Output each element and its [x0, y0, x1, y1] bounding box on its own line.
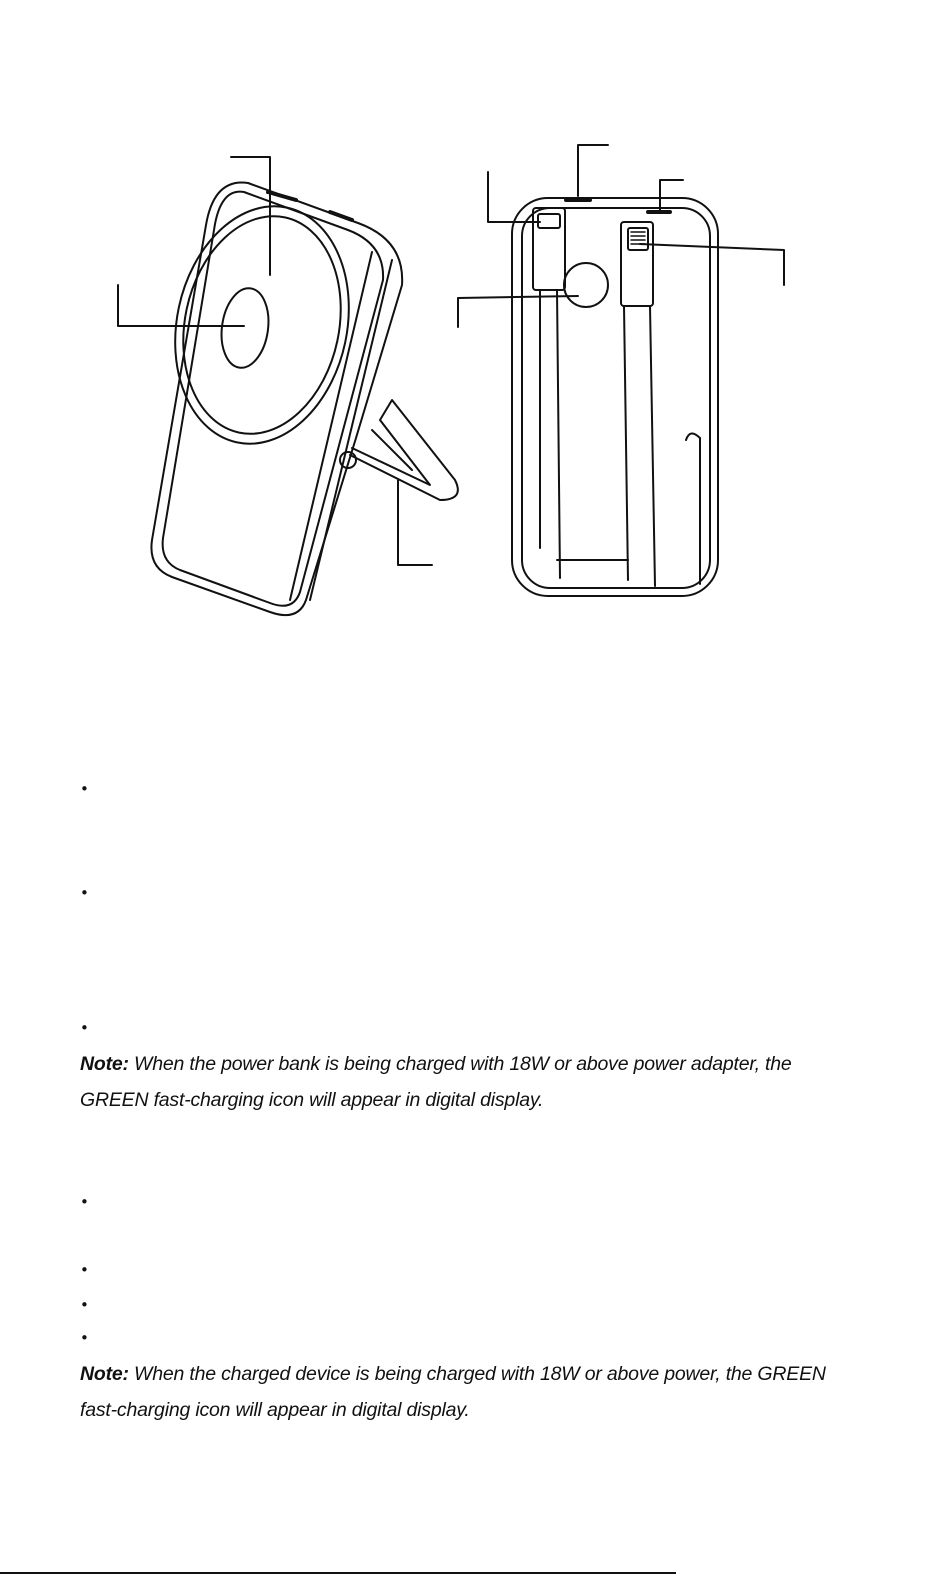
- power-bank-back-view: [458, 145, 784, 596]
- note-text-continued: fast-charging icon will appear in digital display.: [80, 1399, 470, 1421]
- lightning-cable: [624, 306, 655, 586]
- kickstand: [350, 400, 458, 500]
- note-text: When the charged device is being charged with 18W or above power, the GREEN: [128, 1363, 826, 1385]
- front-top-port: [268, 192, 296, 200]
- front-body-outline: [151, 183, 402, 616]
- note-text-continued: GREEN fast-charging icon will appear in digital display.: [80, 1089, 544, 1111]
- usb-c-plug-tip: [538, 214, 560, 228]
- back-body-inner: [522, 208, 710, 588]
- wireless-charging-center: [217, 285, 274, 371]
- power-button: [564, 263, 608, 307]
- note-paragraph: [80, 1356, 880, 1428]
- usb-c-cable: [540, 290, 560, 578]
- bullet-marker: •: [80, 1329, 89, 1347]
- note-text: When the power bank is being charged with 18W or above power adapter, the: [128, 1053, 792, 1075]
- bullet-marker: •: [80, 884, 89, 902]
- callout-line-top-port-2: [660, 180, 683, 210]
- bullet-marker: •: [80, 1019, 89, 1037]
- bottom-rule: [0, 1572, 676, 1574]
- callout-line-top-port-1: [578, 145, 608, 196]
- note-paragraph: [80, 1046, 880, 1118]
- product-diagram: [0, 0, 946, 640]
- back-side-clip: [686, 433, 700, 584]
- bullet-marker: •: [80, 780, 89, 798]
- front-side-edge: [310, 260, 392, 600]
- callout-line-lightning: [640, 244, 784, 285]
- back-body-outline: [512, 198, 718, 596]
- front-top-port-2: [330, 212, 352, 220]
- bullet-marker: •: [80, 1261, 89, 1279]
- front-face: [163, 192, 383, 606]
- callout-line-wireless-center: [118, 285, 244, 326]
- lightning-contacts: [631, 232, 645, 244]
- bullet-marker: •: [80, 1193, 89, 1211]
- callout-line-power-button: [458, 296, 578, 327]
- note-label: Note:: [80, 1053, 129, 1075]
- note-label: Note:: [80, 1363, 129, 1385]
- power-bank-front-view: [118, 157, 458, 615]
- bullet-marker: •: [80, 1296, 89, 1314]
